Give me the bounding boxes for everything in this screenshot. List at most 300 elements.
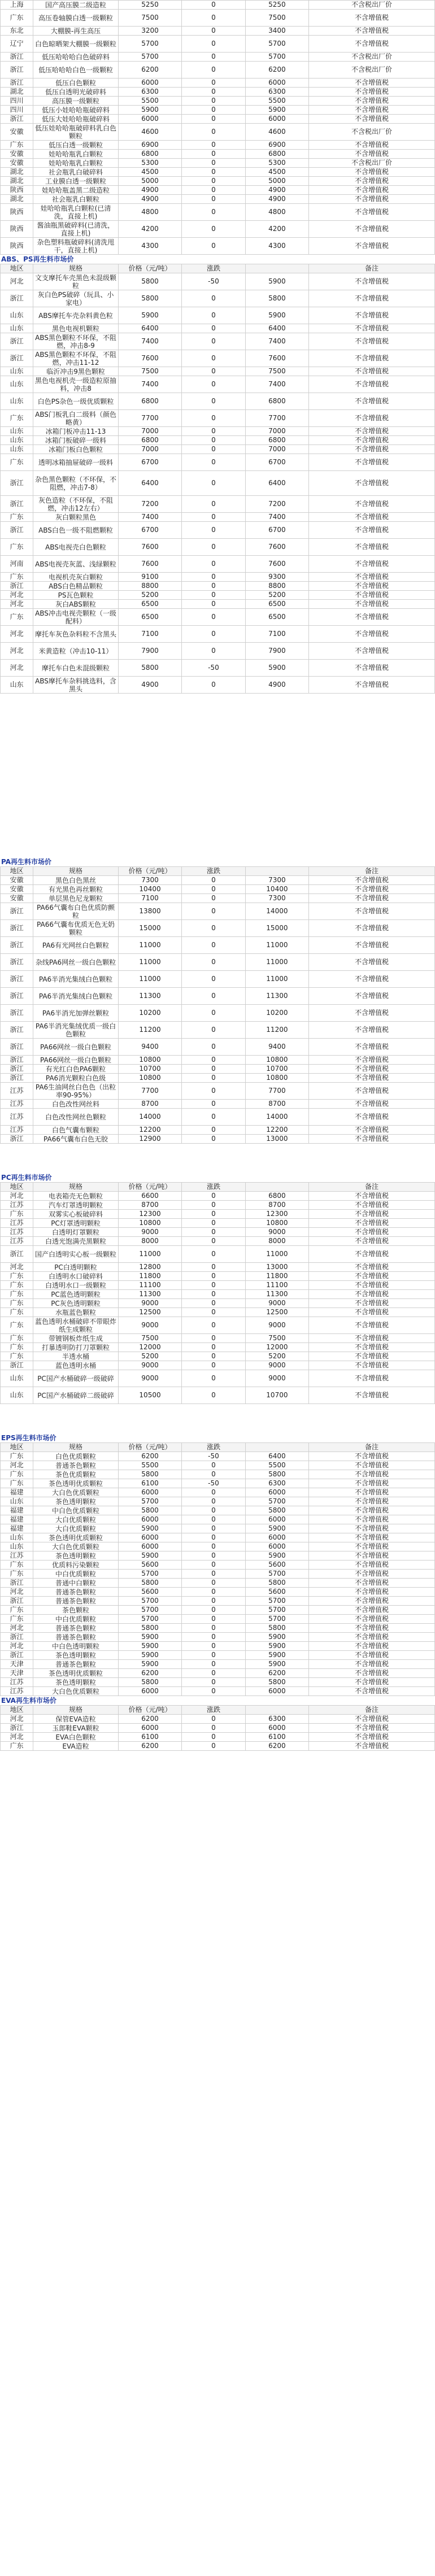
price-cell-2: 4200 [245,221,308,238]
note-cell: 不含增值税 [309,427,435,436]
change-cell: 0 [182,195,245,204]
spec-cell: 半透水桶 [33,1352,119,1361]
change-cell: 0 [182,97,245,106]
price-cell: 4300 [118,238,181,255]
spec-cell: 摩托车白色未混级颗粒 [33,660,119,677]
change-cell: 0 [182,1561,245,1570]
price-cell: 10400 [118,885,181,894]
price-cell-2: 6000 [245,1488,308,1497]
note-cell: 不含增值税 [309,988,435,1005]
change-cell: 0 [182,1733,245,1742]
section-title: EVA再生料市场价 [1,1697,56,1705]
spec-cell: 黑色电视机颗粒 [33,324,119,333]
spec-cell: PA6半消光集绒优质一级白色颗粒 [33,1022,119,1039]
region-cell: 河北 [1,1733,33,1742]
change-cell: 0 [182,1387,245,1404]
price-cell-2: 5000 [245,177,308,186]
table-row [1,53,435,62]
price-cell-2: 9300 [245,573,308,582]
region-cell: 四川 [1,106,33,115]
note-cell: 不含增值税 [309,1597,435,1606]
region-cell: 浙江 [1,937,33,954]
note-cell: 不含增值税 [309,1515,435,1524]
spec-cell: PC国产水桶破碎二级破碎 [33,1387,119,1404]
price-cell-2: 5700 [245,1497,308,1506]
price-cell: 14000 [118,1109,181,1126]
region-cell: 浙江 [1,1039,33,1056]
price-cell-2: 7000 [245,427,308,436]
note-cell: 不含增值税 [309,1570,435,1579]
change-cell: 0 [182,1192,245,1201]
note-cell: 不含增值税 [309,600,435,609]
price-cell: 5700 [118,1606,181,1615]
price-cell-2: 5900 [245,1551,308,1561]
region-cell: 广东 [1,1308,33,1317]
price-cell-2: 4800 [245,204,308,221]
table-row [1,1551,435,1561]
price-cell: 7600 [118,350,181,367]
note-cell: 不含增值税 [309,1022,435,1039]
region-cell: 河北 [1,591,33,600]
region-cell: 广东 [1,1479,33,1488]
table-row [1,1334,435,1343]
spec-cell: 茶色透明优质颗粒 [33,1669,119,1678]
region-cell: 浙江 [1,53,33,62]
price-cell: 11000 [118,971,181,988]
price-cell: 5900 [118,1651,181,1660]
price-cell: 6300 [118,88,181,97]
price-cell-2: 5700 [245,53,308,62]
price-cell-2: 7200 [245,496,308,513]
change-cell: 0 [182,1,245,10]
note-cell: 不含增值税 [309,1308,435,1317]
region-cell: 广东 [1,1742,33,1751]
change-cell: -50 [182,660,245,677]
table-row [1,150,435,159]
spec-cell: PC白透明颗粒 [33,1263,119,1272]
region-cell: 福建 [1,1488,33,1497]
note-cell: 不含增值税 [309,1624,435,1633]
price-cell-2: 6000 [245,115,308,124]
region-cell: 山东 [1,1387,33,1404]
table-row [1,367,435,376]
price-cell: 5700 [118,1615,181,1624]
change-cell: 0 [182,445,245,454]
region-cell: 浙江 [1,1724,33,1733]
table-row [1,1263,435,1272]
change-cell: 0 [182,1126,245,1135]
table-row [1,324,435,333]
price-cell-2: 7400 [245,376,308,393]
spec-cell: 大白色优质颗粒 [33,1488,119,1497]
note-cell: 不含增值税 [309,1370,435,1387]
change-cell: 0 [182,677,245,694]
section-gap [0,1144,435,1173]
change-cell: 0 [182,350,245,367]
spec-cell: PC蓝色透明颗粒 [33,1290,119,1299]
price-cell-2: 7600 [245,539,308,556]
price-cell: 5500 [118,1461,181,1470]
table-row [1,1100,435,1109]
note-cell: 不含增值税 [309,1724,435,1733]
spec-cell: 普通茶色颗粒 [33,1597,119,1606]
table-row [1,1005,435,1022]
table-row [1,88,435,97]
change-cell: 0 [182,1281,245,1290]
change-cell: 0 [182,36,245,53]
table-row [1,1370,435,1387]
note-cell: 不含增值税 [309,1588,435,1597]
spec-cell: 带镀钢板炸纸生成 [33,1334,119,1343]
table-row [1,1506,435,1515]
spec-cell: 双雾实心板破碎料 [33,1210,119,1219]
price-cell-2: 6800 [245,436,308,445]
region-cell: 浙江 [1,496,33,513]
price-cell-2: 6000 [245,1687,308,1696]
note-cell: 不含增值税 [309,471,435,496]
price-cell: 5500 [118,97,181,106]
price-cell-2: 9400 [245,1039,308,1056]
table-row [1,1083,435,1100]
price-cell: 5300 [118,159,181,168]
change-cell: 0 [182,1597,245,1606]
note-cell: 不含增值税 [309,1651,435,1660]
change-cell: 0 [182,410,245,427]
note-cell: 不含增值税 [309,573,435,582]
spec-cell: 低压白色颗粒 [33,79,119,88]
price-cell-2: 5800 [245,1506,308,1515]
price-cell-2: 5900 [245,1651,308,1660]
note-cell: 不含增值税 [309,290,435,307]
change-cell: 0 [182,626,245,643]
price-cell: 10800 [118,1219,181,1228]
table-row [1,1687,435,1696]
note-cell: 不含增值税 [309,115,435,124]
price-cell-2: 6800 [245,393,308,410]
note-cell: 不含增值税 [309,954,435,971]
header-spec: 规格 [33,1183,119,1192]
price-cell-2: 10800 [245,1056,308,1065]
spec-cell: 白色优质颗粒 [33,1452,119,1461]
spec-cell: 国产白透明实心板一级颗粒 [33,1246,119,1263]
region-cell: 广东 [1,1606,33,1615]
change-cell: 0 [182,238,245,255]
price-cell-2: 4900 [245,186,308,195]
price-cell-2: 6400 [245,471,308,496]
change-cell: 0 [182,1022,245,1039]
header-change: 涨跌 [182,264,245,273]
price-cell-2: 6700 [245,522,308,539]
spec-cell: 茶色透明颗粒 [33,1497,119,1506]
region-cell: 浙江 [1,582,33,591]
spec-cell: 单层黑色尼龙颗粒 [33,894,119,903]
price-cell: 9400 [118,1039,181,1056]
note-cell: 不含增值税 [309,445,435,454]
region-cell: 浙江 [1,1022,33,1039]
note-cell: 不含增值税 [309,1352,435,1361]
table-row [1,539,435,556]
note-cell: 不含增值税 [309,677,435,694]
region-cell: 河北 [1,1461,33,1470]
price-cell-2: 8700 [245,1100,308,1109]
table-row [1,1669,435,1678]
section-title: PC再生料市场价 [1,1174,52,1182]
spec-cell: ABS白色精品颗粒 [33,582,119,591]
note-cell: 不含增值税 [309,1299,435,1308]
region-cell: 山东 [1,1533,33,1542]
section-title: ABS、PS再生料市场价 [1,255,74,263]
note-cell: 不含增值税 [309,1542,435,1551]
table-row [1,496,435,513]
region-cell: 陕西 [1,186,33,195]
table-row [1,238,435,255]
change-cell: 0 [182,1352,245,1361]
spec-cell: ABS电视壳灰蓝、浅绿颗粒 [33,556,119,573]
price-cell: 9000 [118,1317,181,1334]
price-cell: 11200 [118,1022,181,1039]
change-cell: 0 [182,1263,245,1272]
note-cell: 不含增值税 [309,1733,435,1742]
table-row [1,1461,435,1470]
note-cell: 不含增值税 [309,1615,435,1624]
region-cell: 江苏 [1,1687,33,1696]
change-cell: 0 [182,1588,245,1597]
region-cell: 广东 [1,1272,33,1281]
change-cell: 0 [182,513,245,522]
price-cell: 6000 [118,1533,181,1542]
region-cell: 福建 [1,1506,33,1515]
spec-cell: ABS冲击电视壳颗粒（一级配料） [33,609,119,626]
price-cell-2: 5600 [245,1561,308,1570]
price-cell: 6800 [118,393,181,410]
price-cell: 7500 [118,10,181,27]
region-cell: 东北 [1,27,33,36]
note-cell: 不含增值税 [309,1272,435,1281]
change-cell: 0 [182,1246,245,1263]
note-cell: 不含增值税 [309,1461,435,1470]
note-cell: 不含增值税 [309,333,435,350]
price-cell: 11300 [118,1290,181,1299]
region-cell: 山东 [1,1497,33,1506]
spec-cell: 白透明灯罩颗粒 [33,1228,119,1237]
region-cell: 山东 [1,677,33,694]
price-cell: 7100 [118,626,181,643]
table-row [1,1515,435,1524]
region-cell: 广东 [1,454,33,471]
change-cell: 0 [182,1687,245,1696]
region-cell: 江苏 [1,1219,33,1228]
change-cell: 0 [182,573,245,582]
spec-cell: 白色改性网丝料 [33,1100,119,1109]
price-cell: 10500 [118,1387,181,1404]
price-cell-2: 7000 [245,445,308,454]
change-cell: 0 [182,1678,245,1687]
change-cell: 0 [182,221,245,238]
price-cell-2: 6000 [245,1724,308,1733]
change-cell: 0 [182,1370,245,1387]
price-cell-2: 5200 [245,591,308,600]
note-cell: 不含增值税 [309,238,435,255]
price-cell-2: 8700 [245,1201,308,1210]
price-cell-2: 7900 [245,643,308,660]
table-row [1,1588,435,1597]
note-cell: 不含增值税 [309,660,435,677]
price-cell-2: 7600 [245,350,308,367]
header-spec: 规格 [33,264,119,273]
change-cell: 0 [182,1308,245,1317]
region-cell: 浙江 [1,1074,33,1083]
price-cell-2: 5900 [245,660,308,677]
note-cell: 不含增值税 [309,410,435,427]
table-row [1,609,435,626]
note-cell: 不含增值税 [309,1201,435,1210]
price-cell-2: 5700 [245,1615,308,1624]
region-cell: 山东 [1,393,33,410]
note-cell: 不含增值税 [309,204,435,221]
change-cell: 0 [182,367,245,376]
price-cell: 7700 [118,1083,181,1100]
table-row [1,410,435,427]
table-row [1,97,435,106]
table-row [1,1524,435,1533]
change-cell: 0 [182,600,245,609]
table-row [1,445,435,454]
change-cell: 0 [182,1317,245,1334]
change-cell: 0 [182,62,245,79]
region-cell: 广东 [1,1452,33,1461]
region-cell: 福建 [1,1524,33,1533]
spec-cell: PA66气囊布白色优质防颤粒 [33,903,119,920]
region-cell: 陕西 [1,204,33,221]
region-cell: 浙江 [1,1065,33,1074]
spec-cell: 黑色白色黑丝 [33,876,119,885]
price-cell: 7900 [118,643,181,660]
price-cell: 9000 [118,1228,181,1237]
note-cell: 不含增值税 [309,1109,435,1126]
price-cell: 5600 [118,1561,181,1570]
table-row [1,221,435,238]
change-cell: 0 [182,1334,245,1343]
header-change: 涨跌 [182,1443,245,1452]
price-cell: 5700 [118,1597,181,1606]
note-cell: 不含增值税 [309,1281,435,1290]
change-cell: 0 [182,124,245,141]
price-cell: 6100 [118,1733,181,1742]
price-cell-2: 6300 [245,1479,308,1488]
spec-cell: 白色气囊布颗粒 [33,1126,119,1135]
spec-cell: 中白优质颗粒 [33,1570,119,1579]
price-cell-2: 5900 [245,1642,308,1651]
price-cell: 3200 [118,27,181,36]
region-cell: 河北 [1,1715,33,1724]
spec-cell: 白色PS杂色一级优质颗粒 [33,393,119,410]
price-cell: 12500 [118,1308,181,1317]
price-cell: 6000 [118,1542,181,1551]
spec-cell: PA66网丝一级白色颗粒 [33,1056,119,1065]
region-cell: 江苏 [1,1551,33,1561]
table-row [1,1624,435,1633]
region-cell: 山东 [1,324,33,333]
spec-cell: 文支摩托车壳黑色未混级颗粒 [33,273,119,290]
note-cell: 不含增值税 [309,1263,435,1272]
change-cell: 0 [182,903,245,920]
price-cell-2: 12200 [245,1126,308,1135]
price-cell-2: 4600 [245,124,308,141]
change-cell: 0 [182,1660,245,1669]
table-row [1,1308,435,1317]
change-cell: 0 [182,1579,245,1588]
table-row [1,1299,435,1308]
note-cell: 不含增值税 [309,1678,435,1687]
price-cell-2: 6900 [245,141,308,150]
price-cell-2: 11800 [245,1272,308,1281]
spec-cell: 杂色黑色颗粒（不环保，不阻燃，冲击7-8） [33,471,119,496]
price-cell-2: 6500 [245,609,308,626]
price-cell-2: 13000 [245,1263,308,1272]
note-cell: 不含增值税 [309,513,435,522]
price-cell-2: 10700 [245,1065,308,1074]
price-cell-2: 7700 [245,410,308,427]
price-table [0,264,435,694]
region-cell: 安徽 [1,159,33,168]
table-row [1,1109,435,1126]
spec-cell: ABS白色一级不阻燃颗粒 [33,522,119,539]
spec-cell: 黑色电视机壳一级造粒原抽料，冲击8 [33,376,119,393]
region-cell: 陕西 [1,238,33,255]
price-cell-2: 9000 [245,1370,308,1387]
table-row [1,1126,435,1135]
price-cell: 12900 [118,1135,181,1144]
region-cell: 浙江 [1,522,33,539]
price-cell-2: 7100 [245,626,308,643]
spec-cell: PA66气囊布白色无胶 [33,1135,119,1144]
price-cell: 7500 [118,367,181,376]
header-region: 地区 [1,1183,33,1192]
change-cell: 0 [182,1606,245,1615]
table-row [1,894,435,903]
price-cell: 5900 [118,1551,181,1561]
spec-cell: 大白色优质颗粒 [33,1687,119,1696]
spec-cell: 茶色透明颗粒 [33,1551,119,1561]
spec-cell: 中白色透明颗粒 [33,1642,119,1651]
spec-cell: 水瓶蓝色颗粒 [33,1308,119,1317]
header-blank [245,1443,308,1452]
spec-cell: 低压哈哈哈白色一级颗粒 [33,62,119,79]
price-cell: 6200 [118,1715,181,1724]
region-cell: 浙江 [1,988,33,1005]
region-cell: 安徽 [1,876,33,885]
table-header-row [1,867,435,876]
region-cell: 山东 [1,1370,33,1387]
price-cell: 6200 [118,1452,181,1461]
price-cell-2: 4900 [245,195,308,204]
note-cell: 不含增值税 [309,436,435,445]
note-cell: 不含税出厂价 [309,53,435,62]
price-table [0,0,435,255]
change-cell: -50 [182,1452,245,1461]
spec-cell: 茶色优质颗粒 [33,1470,119,1479]
table-row [1,1237,435,1246]
table-row [1,1533,435,1542]
change-cell: -50 [182,1479,245,1488]
region-cell: 广东 [1,1334,33,1343]
price-table [0,866,435,1144]
region-cell: 广东 [1,513,33,522]
table-row [1,177,435,186]
price-cell-2: 5500 [245,97,308,106]
change-cell: 0 [182,106,245,115]
spec-cell: 工业膜白透一级颗粒 [33,177,119,186]
